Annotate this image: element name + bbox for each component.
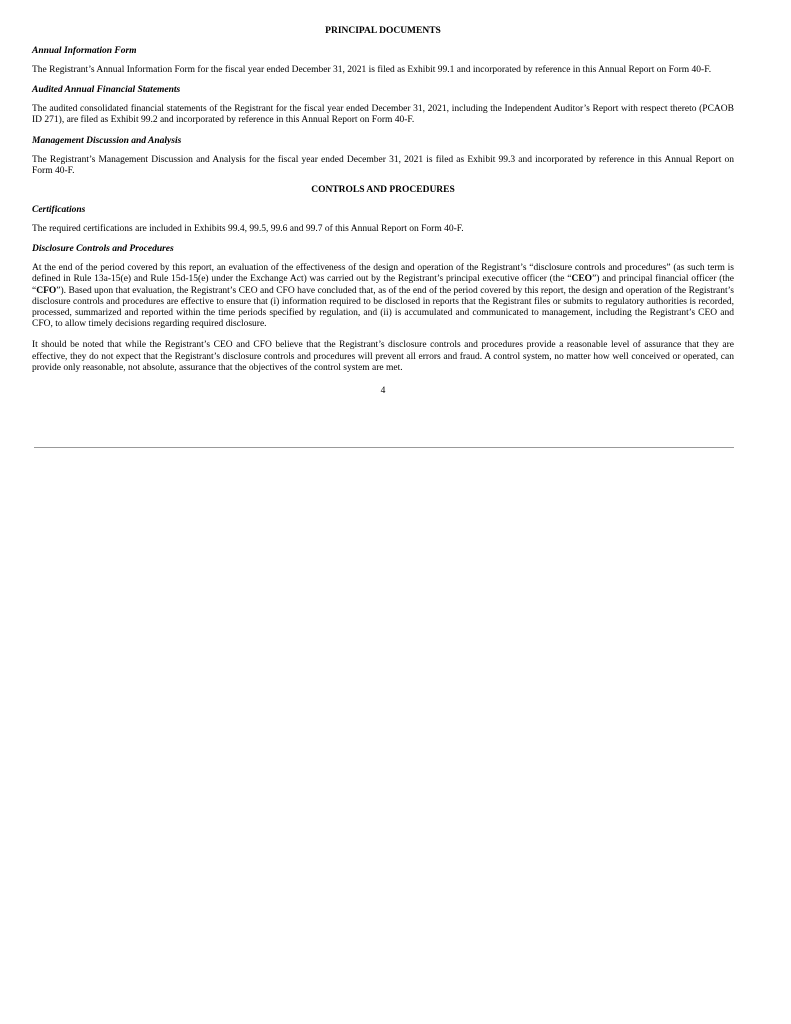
subheading-mdna: Management Discussion and Analysis (32, 135, 182, 146)
page-divider-rule (34, 447, 734, 448)
section-title-controls-and-procedures: CONTROLS AND PROCEDURES (311, 185, 455, 196)
paragraph-mdna: The Registrant’s Management Discussion and Analysis for the fiscal year ended December 31, 2021 is filed as Exhibit 99.3 and incorporated by reference in this Annual Report on Form 40-F. (32, 154, 734, 176)
subheading-audited-financial-statements: Audited Annual Financial Statements (32, 85, 181, 96)
disclosure-text-part-3: ”). Based upon that evaluation, the Registrant’s CEO and CFO have concluded that, as of the end of the period covered by this report, the design and operation of the Registrant’s disclosure controls and procedures are effective to ensure that (i) information required to be disclosed in reports that the Registrant files or submits to regulatory authorities is recorded, processed, summarized and reported within the time periods specified by regulation, and (ii) is accumulated and communicated to management, including the Registrant’s CEO and CFO, to allow timely decisions regarding required disclosure. (32, 285, 734, 330)
subheading-certifications: Certifications (32, 205, 86, 216)
paragraph-disclosure-controls-1 (32, 263, 734, 330)
paragraph-annual-information-form: The Registrant’s Annual Information Form for the fiscal year ended December 31, 2021 is filed as Exhibit 99.1 and incorporated by reference in this Annual Report on Form 40-F. (32, 65, 712, 75)
page-number: 4 (380, 386, 386, 397)
paragraph-certifications: The required certifications are included in Exhibits 99.4, 99.5, 99.6 and 99.7 of this Annual Report on Form 40-F. (32, 224, 464, 235)
disclosure-text-part-1: At the end of the period covered by this report, an evaluation of the effectiveness of the design and operation of the Registrant’s “disclosure controls and procedures” (as such term is defined in Rule 13a-15(e) and Rule 15d-15(e) under the Exchange Act) was carried out by the Registrant’s principal executive officer (the “ (32, 263, 734, 285)
section-title-principal-documents: PRINCIPAL DOCUMENTS (325, 26, 441, 36)
paragraph-disclosure-controls-2: It should be noted that while the Registrant’s CEO and CFO believe that the Registrant’s disclosure controls and procedures provide a reasonable level of assurance that they are effective, they do not expect that the Registrant’s disclosure controls and procedures will prevent all errors and fraud. A control system, no matter how well conceived or operated, can provide only reasonable, not absolute, assurance that the objectives of the control system are met. (32, 340, 734, 373)
subheading-annual-information-form: Annual Information Form (32, 46, 137, 56)
subheading-disclosure-controls: Disclosure Controls and Procedures (32, 244, 174, 255)
disclosure-text-part-2: ”) and principal financial officer (the “ (32, 274, 734, 296)
defined-term-cfo: CFO (36, 285, 57, 296)
document-page (32, 20, 734, 407)
defined-term-ceo: CEO (571, 274, 593, 285)
paragraph-audited-financial-statements: The audited consolidated financial statements of the Registrant for the fiscal year ended December 31, 2021, including the Independent Auditor’s Report with respect thereto (PCAOB ID 271), are filed as Exhibit 99.2 and incorporated by reference in this Annual Report on Form 40-F. (32, 104, 734, 126)
